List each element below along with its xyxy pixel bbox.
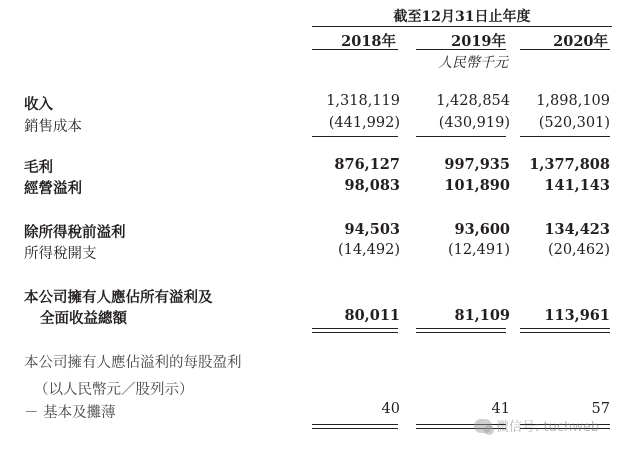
col-rule-2019	[416, 49, 506, 50]
revenue-label: 收入	[24, 96, 53, 113]
income-tax-label: 所得稅開支	[24, 246, 97, 262]
eps-label-line2: （以人民幣元／股列示）	[34, 382, 194, 398]
wechat-icon	[474, 419, 492, 433]
profit-before-tax-2018: 94,503	[344, 221, 400, 238]
attributable-profit-label-line1: 本公司擁有人應佔所有溢利及	[24, 289, 213, 306]
cost-of-sales-label: 銷售成本	[24, 119, 82, 135]
watermark-text: 微信号: tuchweb	[496, 420, 600, 435]
revenue-2019: 1,428,854	[436, 93, 510, 109]
income-tax-2020: (20,462)	[547, 242, 610, 258]
revenue-2020: 1,898,109	[536, 93, 610, 109]
gross-profit-2019: 997,935	[444, 156, 510, 173]
period-header: 截至12月31日止年度	[393, 9, 531, 25]
operating-profit-label: 經營溢利	[24, 180, 82, 197]
cost-of-sales-2019: (430,919)	[438, 115, 510, 131]
operating-profit-2020: 141,143	[544, 177, 610, 194]
header-rule	[312, 26, 612, 27]
gross-profit-label: 毛利	[24, 159, 53, 176]
attributable-profit-2019: 81,109	[454, 307, 510, 324]
subtotal-rule-2019	[416, 136, 506, 137]
col-rule-2020	[520, 49, 610, 50]
eps-2020: 57	[591, 401, 610, 417]
subtotal-rule-2020	[520, 136, 610, 137]
revenue-2018: 1,318,119	[326, 93, 400, 109]
gross-profit-2018: 876,127	[334, 156, 400, 173]
cost-of-sales-2018: (441,992)	[328, 115, 400, 131]
attributable-profit-2018: 80,011	[344, 307, 400, 324]
operating-profit-2018: 98,083	[344, 177, 400, 194]
col-rule-2018	[312, 49, 398, 50]
attributable-profit-label-line2: 全面收益總額	[40, 310, 127, 327]
double-rule-2018	[312, 328, 398, 333]
eps-2019: 41	[491, 401, 510, 417]
profit-before-tax-2019: 93,600	[454, 221, 510, 238]
year-2018-header: 2018年	[341, 33, 396, 50]
cost-of-sales-2020: (520,301)	[538, 115, 610, 131]
unit-label: 人民幣千元	[438, 55, 508, 71]
year-2019-header: 2019年	[451, 33, 506, 50]
gross-profit-2020: 1,377,808	[529, 156, 610, 173]
subtotal-rule-2018	[312, 136, 398, 137]
eps-label-line3: － 基本及攤薄	[24, 405, 116, 421]
eps-2018: 40	[381, 401, 400, 417]
attributable-profit-2020: 113,961	[544, 307, 610, 324]
profit-before-tax-label: 除所得稅前溢利	[24, 224, 126, 241]
profit-before-tax-2020: 134,423	[544, 221, 610, 238]
eps-double-rule-2018	[312, 424, 398, 429]
operating-profit-2019: 101,890	[444, 177, 510, 194]
double-rule-2020	[520, 328, 610, 333]
income-tax-2019: (12,491)	[447, 242, 510, 258]
income-tax-2018: (14,492)	[337, 242, 400, 258]
double-rule-2019	[416, 328, 506, 333]
eps-label-line1: 本公司擁有人應佔溢利的每股盈利	[24, 355, 242, 371]
watermark	[474, 416, 599, 435]
year-2020-header: 2020年	[553, 33, 608, 50]
